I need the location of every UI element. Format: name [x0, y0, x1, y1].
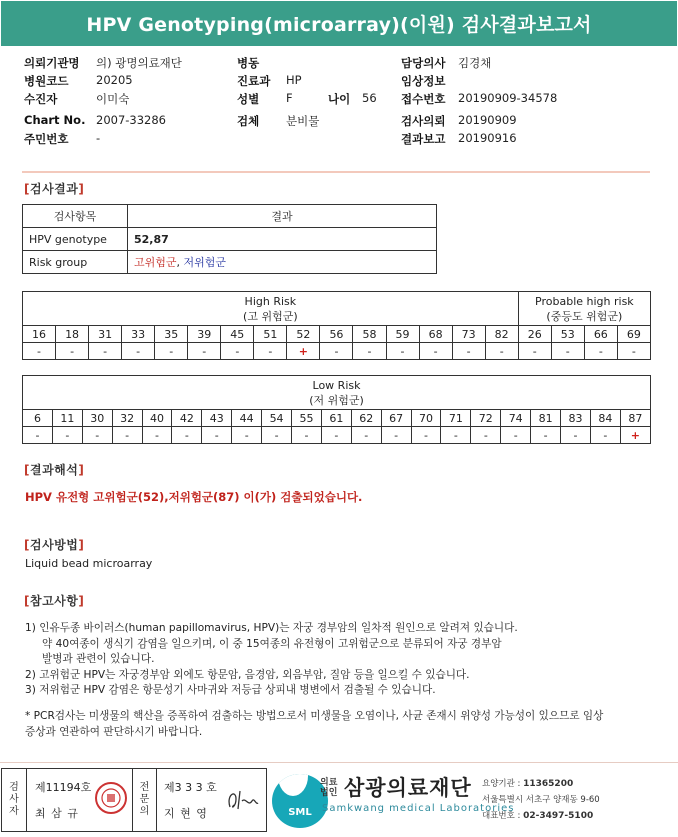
- result-cell: -: [353, 343, 386, 360]
- info-value: HP: [286, 73, 302, 87]
- risk-high: 고위험군: [134, 256, 177, 269]
- info-label: 병원코드: [24, 74, 69, 88]
- risk-group-value: [128, 251, 437, 274]
- result-cell: -: [419, 343, 452, 360]
- info-label: Chart No.: [24, 113, 86, 127]
- divider: [0, 762, 678, 763]
- genotype-cell: 33: [122, 326, 155, 343]
- genotype-cell: 70: [411, 410, 441, 427]
- section-reference-heading: [참고사항]: [24, 594, 85, 608]
- result-cell: -: [142, 427, 172, 444]
- result-cell: -: [89, 343, 122, 360]
- note-line: 발병과 관련이 있습니다.: [42, 653, 155, 665]
- info-value: 김경채: [458, 56, 492, 70]
- info-label: 결과보고: [401, 132, 446, 146]
- col-header-item: 검사항목: [23, 205, 128, 228]
- high-risk-header: High Risk (고 위험군): [23, 292, 519, 326]
- genotype-cell: 82: [485, 326, 518, 343]
- pcr-footnote: [25, 709, 665, 740]
- institution-contact: 요양기관 : 11365200 서울특별시 서초구 양재동 9-60 대표번호 : 02-3497-5100: [482, 779, 600, 821]
- result-cell: -: [351, 427, 381, 444]
- result-cell: -: [262, 427, 292, 444]
- info-label: 담당의사: [401, 56, 446, 70]
- genotype-cell: 59: [386, 326, 419, 343]
- genotype-cell: 55: [292, 410, 322, 427]
- corp-type: 의료 법인: [320, 778, 338, 798]
- genotype-row: [23, 410, 651, 427]
- section-method-heading: [검사방법]: [24, 538, 85, 552]
- genotype-cell: 18: [56, 326, 89, 343]
- result-cell: -: [584, 343, 617, 360]
- result-cell: -: [471, 427, 501, 444]
- info-value: 2007-33286: [96, 113, 166, 127]
- genotype-cell: 74: [501, 410, 531, 427]
- section-interpretation-heading: [결과해석]: [24, 463, 85, 477]
- examiner-name: 최 삼 규: [35, 807, 79, 820]
- interpretation-text: HPV 유전형 고위험군(52),저위험군(87) 이(가) 검출되었습니다.: [25, 490, 363, 504]
- result-cell: -: [531, 427, 561, 444]
- genotype-cell: 81: [531, 410, 561, 427]
- result-cell: +: [620, 427, 650, 444]
- result-cell: -: [561, 427, 591, 444]
- method-text: Liquid bead microarray: [25, 557, 153, 570]
- genotype-cell: 69: [617, 326, 650, 343]
- info-row: [0, 131, 678, 149]
- result-cell: -: [411, 427, 441, 444]
- genotype-cell: 51: [254, 326, 287, 343]
- footnote-line: 증상과 연관하여 판단하시기 바랍니다.: [25, 725, 203, 738]
- info-row: [0, 113, 678, 131]
- result-cell: -: [381, 427, 411, 444]
- info-value: 20190916: [458, 131, 517, 145]
- info-row: [0, 91, 678, 109]
- specialist-license: 제3 3 3 호: [164, 781, 217, 794]
- footnote-line: * PCR검사는 미생물의 핵산을 증폭하여 검출하는 방법으로서 미생물을 오염이나, 사균 존재시 위양성 가능성이 있으므로 임상: [25, 710, 604, 722]
- genotype-cell: 40: [142, 410, 172, 427]
- info-value: 20190909: [458, 113, 517, 127]
- divider: [22, 171, 650, 173]
- result-cell: -: [122, 343, 155, 360]
- note-line: 1) 인유두종 바이러스(human papillomavirus, HPV)는 자궁 경부암의 일차적 원인으로 알려져 있습니다.: [25, 622, 518, 634]
- probable-risk-header: Probable high risk (중등도 위험군): [518, 292, 650, 326]
- result-cell: -: [590, 427, 620, 444]
- result-cell: -: [501, 427, 531, 444]
- genotype-cell: 43: [202, 410, 232, 427]
- genotype-cell: 42: [172, 410, 202, 427]
- info-value: 분비물: [286, 114, 320, 128]
- result-cell: -: [23, 343, 56, 360]
- info-value: 20205: [96, 73, 133, 87]
- genotype-cell: 56: [320, 326, 353, 343]
- result-cell: -: [518, 343, 551, 360]
- result-cell: -: [254, 343, 287, 360]
- genotype-row: [23, 326, 651, 343]
- result-cell: -: [551, 343, 584, 360]
- genotype-cell: 35: [155, 326, 188, 343]
- info-row: [0, 55, 678, 73]
- genotype-cell: 30: [82, 410, 112, 427]
- genotype-cell: 62: [351, 410, 381, 427]
- col-header-result: 결과: [128, 205, 437, 228]
- genotype-cell: 31: [89, 326, 122, 343]
- info-label: 임상정보: [401, 74, 446, 88]
- result-cell: -: [155, 343, 188, 360]
- institution-logo: [272, 770, 672, 832]
- result-cell: -: [23, 427, 53, 444]
- info-label: 주민번호: [24, 132, 69, 146]
- genotype-cell: 16: [23, 326, 56, 343]
- result-cell: -: [441, 427, 471, 444]
- age-value: 56: [362, 91, 377, 105]
- genotype-cell: 52: [287, 326, 320, 343]
- result-cell: -: [188, 343, 221, 360]
- result-cell: -: [172, 427, 202, 444]
- result-cell: -: [485, 343, 518, 360]
- specialist-vertical-label: 전 문 의: [132, 769, 157, 831]
- genotype-cell: 71: [441, 410, 471, 427]
- report-title: HPV Genotyping(microarray)(이원) 검사결과보고서: [1, 1, 677, 46]
- info-label: 의뢰기관명: [24, 56, 80, 70]
- genotype-label: HPV genotype: [23, 228, 128, 251]
- info-label: 병동: [237, 56, 260, 70]
- risk-group-label: Risk group: [23, 251, 128, 274]
- info-label: 접수번호: [401, 92, 446, 106]
- info-value: 의) 광명의료재단: [96, 56, 182, 70]
- info-label: 수진자: [24, 92, 58, 106]
- result-cell: +: [287, 343, 320, 360]
- info-value: -: [96, 131, 101, 145]
- genotype-cell: 54: [262, 410, 292, 427]
- section-result-heading: [검사결과]: [24, 182, 85, 196]
- result-cell: -: [320, 343, 353, 360]
- seal-icon: [94, 781, 128, 815]
- info-label: 진료과: [237, 74, 271, 88]
- genotype-cell: 66: [584, 326, 617, 343]
- result-cell: -: [202, 427, 232, 444]
- risk-separator: ,: [176, 256, 184, 269]
- note-line: 약 40여종이 생식기 감염을 일으키며, 이 중 15여종의 유전형이 고위험군으로 분류되어 자궁 경부암: [42, 637, 502, 650]
- genotype-cell: 11: [52, 410, 82, 427]
- note-line: 3) 저위험군 HPV 감염은 항문성기 사마귀와 저등급 상피내 병변에서 검출될 수 있습니다.: [25, 684, 436, 696]
- info-value: F: [286, 91, 293, 105]
- patient-info: [0, 55, 678, 170]
- result-cell: -: [112, 427, 142, 444]
- genotype-cell: 84: [590, 410, 620, 427]
- high-risk-table: [22, 291, 651, 360]
- genotype-cell: 6: [23, 410, 53, 427]
- signature-block: [1, 768, 267, 832]
- result-row: [23, 427, 651, 444]
- info-label: 검체: [237, 114, 260, 128]
- result-cell: -: [221, 343, 254, 360]
- genotype-cell: 39: [188, 326, 221, 343]
- low-risk-table: [22, 375, 651, 444]
- specialist-name: 지 현 영: [164, 807, 208, 820]
- genotype-cell: 83: [561, 410, 591, 427]
- result-cell: -: [617, 343, 650, 360]
- info-row: [0, 73, 678, 91]
- info-value: 이미숙: [96, 92, 130, 106]
- examiner-license: 제11194호: [35, 781, 92, 794]
- result-summary-table: [22, 204, 437, 274]
- genotype-value: 52,87: [128, 228, 437, 251]
- risk-low: 저위험군: [183, 256, 227, 269]
- note-line: 2) 고위험군 HPV는 자궁경부암 외에도 항문암, 음경암, 외음부암, 질암 등을 일으킬 수 있습니다.: [25, 668, 470, 681]
- result-cell: -: [56, 343, 89, 360]
- genotype-cell: 72: [471, 410, 501, 427]
- low-risk-header: Low Risk (저 위험군): [23, 376, 651, 410]
- reference-notes: [25, 621, 665, 699]
- genotype-cell: 87: [620, 410, 650, 427]
- signature-icon: [224, 785, 260, 815]
- result-cell: -: [386, 343, 419, 360]
- institution-english-name: Samkwang medical Laboratories: [322, 803, 515, 814]
- sml-logo-icon: SML: [272, 774, 328, 828]
- genotype-cell: 68: [419, 326, 452, 343]
- genotype-cell: 26: [518, 326, 551, 343]
- result-cell: -: [452, 343, 485, 360]
- result-row: [23, 343, 651, 360]
- genotype-cell: 58: [353, 326, 386, 343]
- result-cell: -: [82, 427, 112, 444]
- genotype-cell: 61: [321, 410, 351, 427]
- result-cell: -: [232, 427, 262, 444]
- genotype-cell: 53: [551, 326, 584, 343]
- genotype-cell: 44: [232, 410, 262, 427]
- genotype-cell: 67: [381, 410, 411, 427]
- genotype-cell: 73: [452, 326, 485, 343]
- info-label: 검사의뢰: [401, 114, 446, 128]
- genotype-cell: 32: [112, 410, 142, 427]
- info-value: 20190909-34578: [458, 91, 558, 105]
- institution-name: 삼광의료재단: [344, 776, 472, 800]
- result-cell: -: [321, 427, 351, 444]
- result-cell: -: [292, 427, 322, 444]
- genotype-cell: 45: [221, 326, 254, 343]
- result-cell: -: [52, 427, 82, 444]
- examiner-vertical-label: 검 사 자: [2, 769, 27, 831]
- age-label: 나이: [328, 92, 351, 106]
- info-label: 성별: [237, 92, 260, 106]
